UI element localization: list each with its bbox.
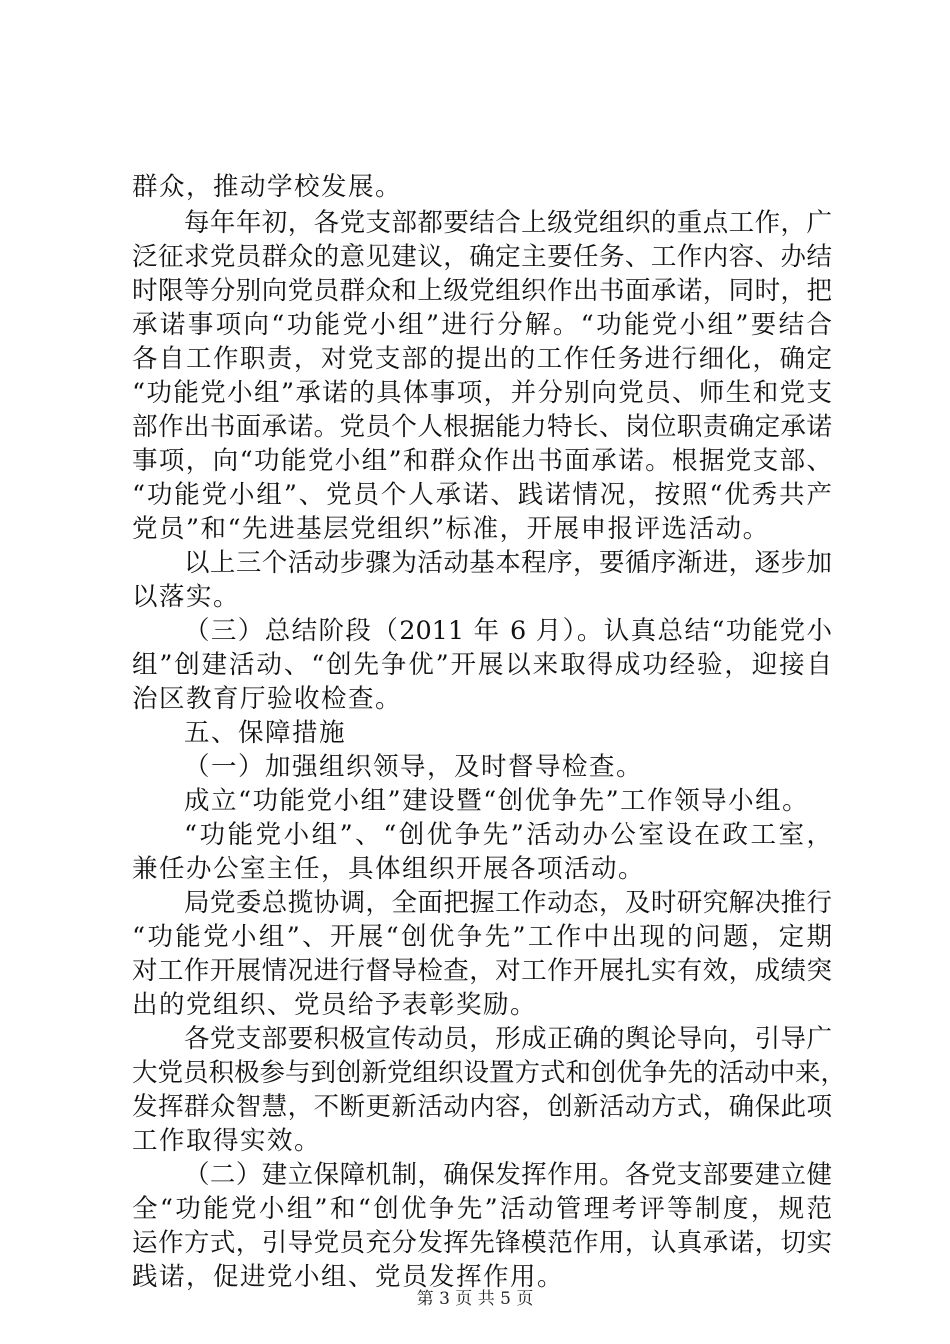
- text-line: “功能党小组”承诺的具体事项，并分别向党员、师生和党支: [132, 378, 832, 408]
- text-line: 工作取得实效。: [132, 1126, 322, 1156]
- text-line: 运作方式，引导党员充分发挥先锋模范作用，认真承诺，切实: [132, 1228, 832, 1258]
- text-line: “功能党小组”、开展“创优争先”工作中出现的问题，定期: [132, 922, 832, 952]
- text-line: 事项，向“功能党小组”和群众作出书面承诺。根据党支部、: [132, 446, 832, 476]
- text-line: 出的党组织、党员给予表彰奖励。: [132, 990, 538, 1020]
- section-heading: 五、保障措施: [184, 718, 347, 748]
- text-line: “功能党小组”、党员个人承诺、践诺情况，按照“优秀共产: [132, 480, 832, 510]
- text-line: 承诺事项向“功能党小组”进行分解。“功能党小组”要结合: [132, 310, 832, 340]
- paragraph-first-line: 局党委总揽协调，全面把握工作动态，及时研究解决推行: [184, 888, 832, 918]
- text-line: 治区教育厅验收检查。: [132, 684, 403, 714]
- subsection-heading: （一）加强组织领导，及时督导检查。: [184, 752, 644, 782]
- paragraph-first-line: 每年年初，各党支部都要结合上级党组织的重点工作，广: [184, 208, 832, 238]
- text-line: 泛征求党员群众的意见建议，确定主要任务、工作内容、办结: [132, 242, 832, 272]
- paragraph-first-line: “功能党小组”、“创优争先”活动办公室设在政工室，: [184, 820, 832, 850]
- text-line: 兼任办公室主任，具体组织开展各项活动。: [132, 854, 646, 884]
- text-line: 部作出书面承诺。党员个人根据能力特长、岗位职责确定承诺: [132, 412, 832, 442]
- text-line: 发挥群众智慧，不断更新活动内容，创新活动方式，确保此项: [132, 1092, 832, 1122]
- text-line: 大党员积极参与到创新党组织设置方式和创优争先的活动中来，: [132, 1058, 847, 1088]
- text-line: 对工作开展情况进行督导检查，对工作开展扎实有效，成绩突: [132, 956, 832, 986]
- text-line: 全“功能党小组”和“创优争先”活动管理考评等制度，规范: [132, 1194, 832, 1224]
- text-line: 群众，推动学校发展。: [132, 172, 403, 202]
- text-line: 党员”和“先进基层党组织”标准，开展申报评选活动。: [132, 514, 770, 544]
- paragraph-first-line: 以上三个活动步骤为活动基本程序，要循序渐进，逐步加: [184, 548, 832, 578]
- paragraph-first-line: 各党支部要积极宣传动员，形成正确的舆论导向，引导广: [184, 1024, 832, 1054]
- paragraph-first-line: （二）建立保障机制，确保发挥作用。各党支部要建立健: [184, 1160, 832, 1190]
- paragraph-first-line: （三）总结阶段（2011 年 6 月）。认真总结“功能党小: [184, 616, 832, 646]
- text-line: 各自工作职责，对党支部的提出的工作任务进行细化，确定: [132, 344, 832, 374]
- text-line: 时限等分别向党员群众和上级党组织作出书面承诺，同时，把: [132, 276, 832, 306]
- text-line: 组”创建活动、“创先争优”开展以来取得成功经验，迎接自: [132, 650, 832, 680]
- text-line: 践诺，促进党小组、党员发挥作用。: [132, 1262, 565, 1292]
- text-line: 以落实。: [132, 582, 241, 612]
- paragraph-first-line: 成立“功能党小组”建设暨“创优争先”工作领导小组。: [184, 786, 810, 816]
- page-number-footer: 第 3 页 共 5 页: [416, 1289, 534, 1309]
